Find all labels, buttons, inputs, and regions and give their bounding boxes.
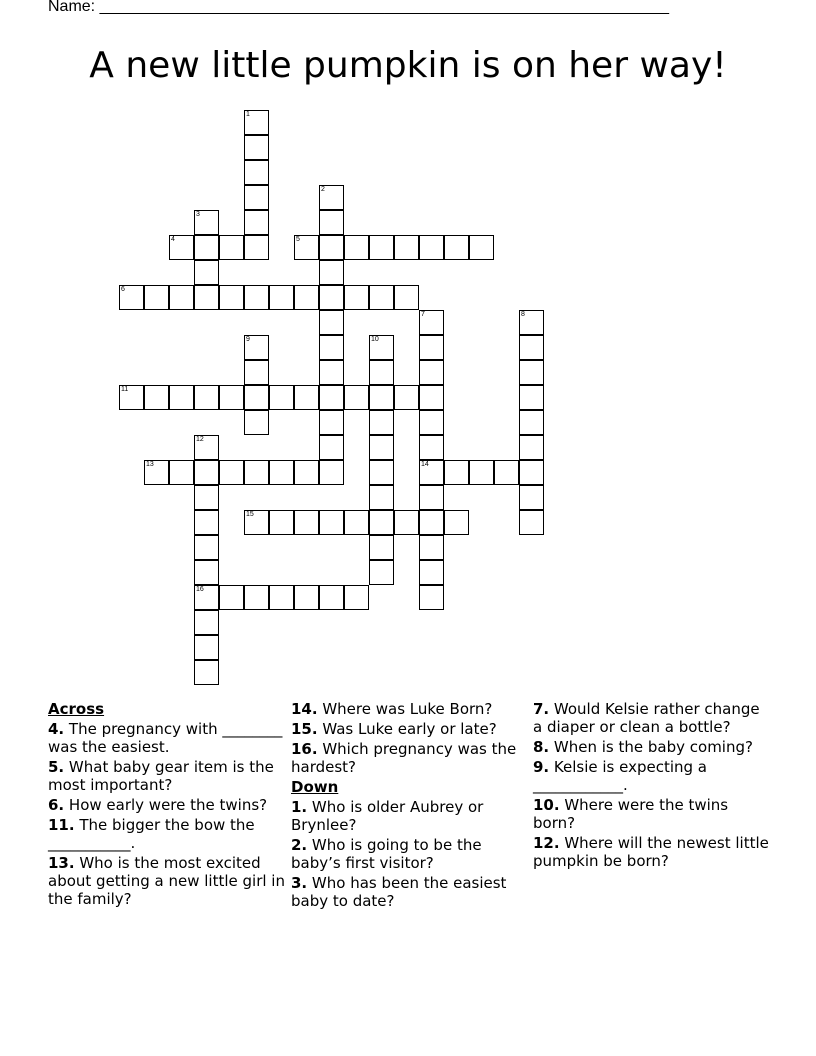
clue-item [48, 720, 286, 756]
crossword-cell[interactable] [194, 260, 219, 285]
clue-number-label: 12. [533, 834, 560, 852]
clue-text: Where was Luke Born? [317, 700, 493, 718]
clue-item [291, 720, 529, 738]
crossword-cell[interactable] [194, 560, 219, 585]
crossword-cell[interactable] [219, 460, 244, 485]
clue-number-label: 14. [291, 700, 318, 718]
crossword-cell[interactable] [194, 510, 219, 535]
clue-number-label: 2. [291, 836, 308, 854]
crossword-cell[interactable] [319, 210, 344, 235]
crossword-cell[interactable] [244, 335, 269, 360]
crossword-cell[interactable] [419, 410, 444, 435]
clues-column-3 [533, 700, 771, 872]
crossword-cell[interactable] [194, 435, 219, 460]
crossword-cell[interactable] [244, 360, 269, 385]
clue-number-label: 8. [533, 738, 550, 756]
crossword-cell[interactable] [319, 260, 344, 285]
crossword-cell[interactable] [269, 510, 294, 535]
clues-column-2 [291, 700, 529, 912]
clue-item [291, 740, 529, 776]
crossword-cell[interactable] [344, 585, 369, 610]
clue-number-label: 9. [533, 758, 550, 776]
crossword-cell[interactable] [169, 460, 194, 485]
crossword-cell[interactable] [244, 460, 269, 485]
clue-number-label: 11. [48, 816, 75, 834]
crossword-cell[interactable] [219, 585, 244, 610]
crossword-cell[interactable] [419, 385, 444, 410]
clue-number: 11 [121, 386, 129, 393]
crossword-cell[interactable] [244, 110, 269, 135]
crossword-cell[interactable] [144, 460, 169, 485]
clue-number-label: 1. [291, 798, 308, 816]
crossword-cell[interactable] [294, 385, 319, 410]
clue-number: 10 [371, 336, 379, 343]
crossword-cell[interactable] [444, 510, 469, 535]
crossword-cell[interactable] [369, 360, 394, 385]
crossword-cell[interactable] [244, 135, 269, 160]
crossword-cell[interactable] [519, 485, 544, 510]
clue-number-label: 4. [48, 720, 65, 738]
crossword-cell[interactable] [469, 235, 494, 260]
clue-number: 16 [196, 586, 204, 593]
crossword-cell[interactable] [194, 210, 219, 235]
clue-item [533, 834, 771, 870]
crossword-cell[interactable] [319, 410, 344, 435]
crossword-cell[interactable] [194, 385, 219, 410]
crossword-cell[interactable] [419, 360, 444, 385]
crossword-cell[interactable] [469, 460, 494, 485]
crossword-cell[interactable] [319, 435, 344, 460]
clue-text: When is the baby coming? [549, 738, 753, 756]
crossword-cell[interactable] [344, 235, 369, 260]
clue-item [533, 758, 771, 794]
crossword-cell[interactable] [319, 285, 344, 310]
clue-item [533, 796, 771, 832]
crossword-cell[interactable] [144, 285, 169, 310]
clue-number: 1 [246, 111, 250, 118]
crossword-cell[interactable] [219, 385, 244, 410]
clue-text: How early were the twins? [64, 796, 268, 814]
crossword-cell[interactable] [519, 310, 544, 335]
clue-item [291, 874, 529, 910]
clue-item [48, 758, 286, 794]
crossword-cell[interactable] [194, 610, 219, 635]
name-field-label: Name: ________________________________________________________________ [48, 0, 670, 15]
crossword-cell[interactable] [194, 235, 219, 260]
crossword-cell[interactable] [244, 585, 269, 610]
clue-text: The pregnancy with ________ was the easiest. [48, 720, 283, 756]
clue-item [291, 700, 529, 718]
crossword-cell[interactable] [119, 385, 144, 410]
clue-text: What baby gear item is the most important? [48, 758, 274, 794]
crossword-cell[interactable] [169, 285, 194, 310]
crossword-cell[interactable] [369, 460, 394, 485]
crossword-cell[interactable] [294, 285, 319, 310]
crossword-cell[interactable] [319, 185, 344, 210]
crossword-cell[interactable] [519, 335, 544, 360]
clue-number: 6 [121, 286, 125, 293]
crossword-cell[interactable] [369, 560, 394, 585]
clue-text: Where were the twins born? [533, 796, 729, 832]
crossword-cell[interactable] [194, 635, 219, 660]
clue-item [533, 738, 771, 756]
crossword-cell[interactable] [194, 660, 219, 685]
crossword-cell[interactable] [294, 510, 319, 535]
crossword-cell[interactable] [319, 235, 344, 260]
crossword-cell[interactable] [244, 510, 269, 535]
clue-number: 2 [321, 186, 325, 193]
clue-number: 5 [296, 236, 300, 243]
crossword-cell[interactable] [369, 435, 394, 460]
clue-number: 4 [171, 236, 175, 243]
clue-number-label: 5. [48, 758, 65, 776]
crossword-cell[interactable] [219, 235, 244, 260]
crossword-cell[interactable] [319, 335, 344, 360]
clue-item [291, 798, 529, 834]
clues-column-1 [48, 700, 286, 910]
crossword-cell[interactable] [319, 360, 344, 385]
clue-number-label: 7. [533, 700, 550, 718]
clue-text: Was Luke early or late? [317, 720, 497, 738]
crossword-cell[interactable] [419, 335, 444, 360]
crossword-cell[interactable] [344, 385, 369, 410]
clue-number-label: 6. [48, 796, 65, 814]
clue-text: Who is the most excited about getting a new little girl in the family? [48, 854, 285, 908]
crossword-cell[interactable] [244, 160, 269, 185]
crossword-cell[interactable] [369, 235, 394, 260]
clue-text: Which pregnancy was the hardest? [291, 740, 517, 776]
across-heading: Across [48, 700, 105, 718]
crossword-cell[interactable] [194, 535, 219, 560]
crossword-cell[interactable] [369, 410, 394, 435]
crossword-cell[interactable] [244, 410, 269, 435]
crossword-cell[interactable] [394, 235, 419, 260]
crossword-cell[interactable] [369, 485, 394, 510]
clue-number: 9 [246, 336, 250, 343]
crossword-cell[interactable] [519, 360, 544, 385]
crossword-cell[interactable] [169, 385, 194, 410]
clue-number-label: 10. [533, 796, 560, 814]
crossword-cell[interactable] [244, 210, 269, 235]
crossword-cell[interactable] [244, 385, 269, 410]
crossword-cell[interactable] [344, 510, 369, 535]
crossword-cell[interactable] [144, 385, 169, 410]
clue-text: Kelsie is expecting a ____________. [533, 758, 707, 794]
crossword-cell[interactable] [519, 385, 544, 410]
crossword-cell[interactable] [269, 285, 294, 310]
clue-text: Would Kelsie rather change a diaper or clean a bottle? [533, 700, 760, 736]
clue-item [48, 816, 286, 852]
crossword-cell[interactable] [419, 460, 444, 485]
crossword-cell[interactable] [394, 285, 419, 310]
page-title: A new little pumpkin is on her way! [89, 45, 727, 86]
crossword-cell[interactable] [444, 235, 469, 260]
clue-item [533, 700, 771, 736]
crossword-cell[interactable] [169, 235, 194, 260]
clue-item [291, 836, 529, 872]
clue-item [48, 796, 286, 814]
clue-number: 7 [421, 311, 425, 318]
crossword-cell[interactable] [344, 285, 369, 310]
crossword-cell[interactable] [194, 285, 219, 310]
clue-number: 13 [146, 461, 154, 468]
clue-number-label: 15. [291, 720, 318, 738]
crossword-cell[interactable] [419, 310, 444, 335]
crossword-cell[interactable] [369, 385, 394, 410]
crossword-cell[interactable] [244, 285, 269, 310]
crossword-cell[interactable] [519, 435, 544, 460]
crossword-cell[interactable] [419, 560, 444, 585]
clue-item [48, 854, 286, 908]
crossword-cell[interactable] [519, 510, 544, 535]
crossword-cell[interactable] [319, 510, 344, 535]
down-heading: Down [291, 778, 339, 796]
clue-number-label: 3. [291, 874, 308, 892]
crossword-cell[interactable] [294, 235, 319, 260]
clue-number-label: 16. [291, 740, 318, 758]
clue-text: Who is older Aubrey or Brynlee? [291, 798, 484, 834]
crossword-cell[interactable] [194, 585, 219, 610]
crossword-cell[interactable] [244, 185, 269, 210]
clue-number: 14 [421, 461, 429, 468]
crossword-cell[interactable] [269, 385, 294, 410]
clue-text: Where will the newest little pumpkin be born? [533, 834, 769, 870]
clue-text: Who has been the easiest baby to date? [291, 874, 507, 910]
clue-number: 8 [521, 311, 525, 318]
clue-text: Who is going to be the baby’s first visitor? [291, 836, 482, 872]
crossword-cell[interactable] [519, 410, 544, 435]
crossword-cell[interactable] [269, 460, 294, 485]
crossword-cell[interactable] [394, 385, 419, 410]
crossword-cell[interactable] [369, 285, 394, 310]
crossword-cell[interactable] [369, 510, 394, 535]
crossword-cell[interactable] [319, 585, 344, 610]
crossword-cell[interactable] [419, 485, 444, 510]
crossword-cell[interactable] [369, 335, 394, 360]
crossword-cell[interactable] [194, 485, 219, 510]
clue-number: 15 [246, 511, 254, 518]
clue-number-label: 13. [48, 854, 75, 872]
crossword-cell[interactable] [319, 310, 344, 335]
crossword-cell[interactable] [419, 585, 444, 610]
clue-number: 3 [196, 211, 200, 218]
crossword-cell[interactable] [369, 535, 394, 560]
crossword-cell[interactable] [394, 510, 419, 535]
crossword-cell[interactable] [119, 285, 144, 310]
crossword-cell[interactable] [494, 460, 519, 485]
crossword-cell[interactable] [419, 435, 444, 460]
crossword-cell[interactable] [419, 510, 444, 535]
crossword-cell[interactable] [244, 235, 269, 260]
crossword-cell[interactable] [419, 535, 444, 560]
clue-number: 12 [196, 436, 204, 443]
crossword-cell[interactable] [294, 460, 319, 485]
crossword-cell[interactable] [269, 585, 294, 610]
crossword-cell[interactable] [219, 285, 244, 310]
crossword-cell[interactable] [419, 235, 444, 260]
crossword-cell[interactable] [294, 585, 319, 610]
crossword-cell[interactable] [319, 385, 344, 410]
crossword-cell[interactable] [519, 460, 544, 485]
clue-text: The bigger the bow the ___________. [48, 816, 255, 852]
crossword-cell[interactable] [444, 460, 469, 485]
crossword-cell[interactable] [194, 460, 219, 485]
crossword-cell[interactable] [319, 460, 344, 485]
